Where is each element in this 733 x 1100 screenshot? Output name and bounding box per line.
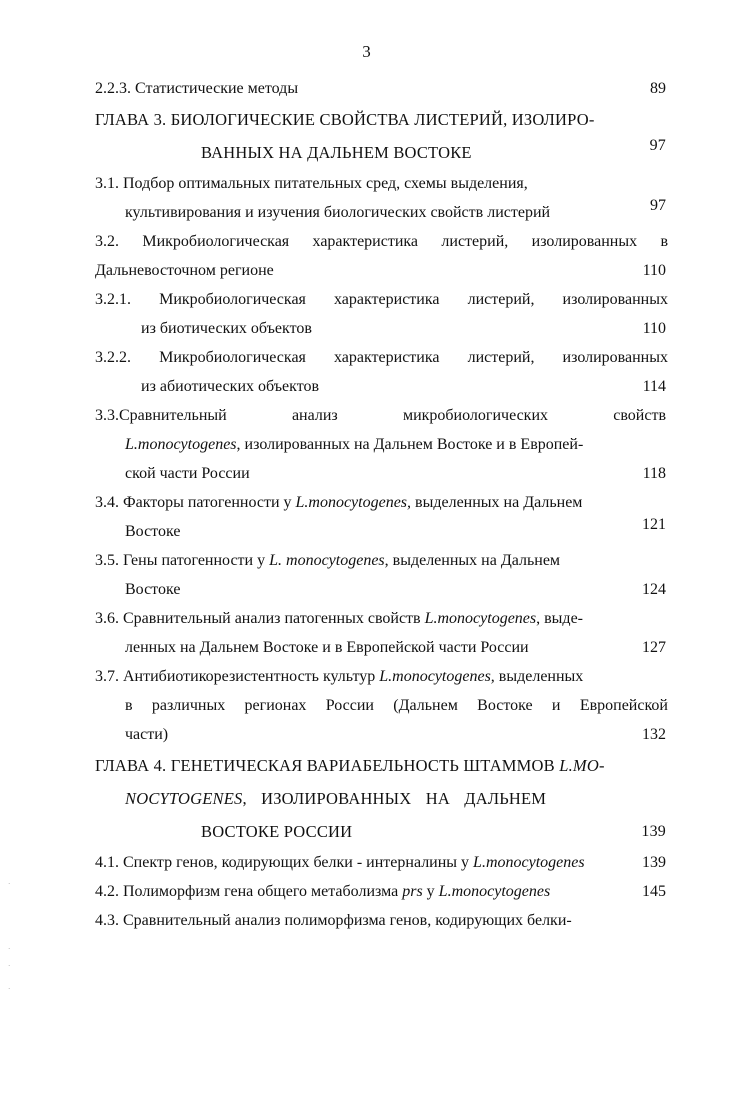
toc-entry-2-2-3 — [95, 74, 668, 103]
toc-entry-line: в различных регионах России (Дальнем Востоке и Европейской — [125, 697, 668, 714]
toc-entry-line: 3.3.Сравнительный анализ микробиологических свойств — [95, 407, 666, 424]
toc-entry-4-2: 4.2. Полиморфизм гена общего метаболизма prs у L.monocytogenes 145 — [95, 877, 668, 906]
toc-page-number: 110 — [642, 320, 666, 337]
scan-speck: · — [8, 945, 11, 953]
toc-entry-3-2-2 — [95, 343, 668, 401]
toc-entry-line: 3.2. Микробиологическая характеристика листерий, изолированных в — [95, 233, 668, 250]
scan-speck: · — [8, 985, 11, 993]
toc-entry-line: 3.1. Подбор оптимальных питательных сред, схемы выделения, — [95, 175, 528, 192]
gene-name: prs — [402, 883, 423, 900]
toc-entry-3-7 — [95, 662, 668, 749]
toc-entry-line: Востоке 124 — [125, 575, 668, 604]
toc-entry-line: 3.4. Факторы патогенности у L.monocytogenes, выделенных на Дальнем — [95, 494, 583, 511]
toc-entry-line: ленных на Дальнем Востоке и в Европейской части России 127 — [125, 633, 668, 662]
scan-speck: · — [8, 962, 11, 970]
toc-page-number: 89 — [650, 80, 666, 97]
scan-speck: · — [8, 880, 11, 888]
toc-entry-3-5 — [95, 546, 668, 604]
toc-entry-3-2 — [95, 227, 668, 285]
toc-entry-line: 3.2.1. Микробиологическая характеристика листерий, изолированных — [95, 291, 668, 308]
toc-page-number: 124 — [642, 581, 666, 598]
toc-page-number: 132 — [642, 726, 666, 743]
chapter-title-line: ВАННЫХ НА ДАЛЬНЕМ ВОСТОКЕ 97 — [201, 136, 668, 169]
toc-entry-line: части) 132 — [125, 720, 668, 749]
chapter-title-line: ГЛАВА 3. БИОЛОГИЧЕСКИЕ СВОЙСТВА ЛИСТЕРИЙ, ИЗОЛИРО- — [95, 110, 595, 129]
toc-page-number: 97 — [650, 197, 666, 214]
toc-entry-3-6 — [95, 604, 668, 662]
toc-entry-label: 2.2.3. Статистические методы — [95, 80, 299, 97]
toc-page-number: 139 — [641, 823, 666, 840]
species-name: L.monocytogenes — [438, 883, 551, 900]
toc-page-number: 110 — [642, 262, 666, 279]
chapter-title-line: ГЛАВА 4. ГЕНЕТИЧЕСКАЯ ВАРИАБЕЛЬНОСТЬ ШТАММОВ L.MO- — [95, 756, 605, 775]
toc-entry-3-2-1 — [95, 285, 668, 343]
toc-entry-line: культивирования и изучения биологических свойств листерий 97 — [125, 198, 668, 227]
species-name: L.monocytogenes — [424, 610, 537, 627]
species-name: L. monocytogenes — [269, 552, 385, 569]
toc-page-number: 114 — [642, 378, 666, 395]
toc-entry-3-3 — [95, 401, 668, 488]
toc-entry-line: 3.7. Антибиотикорезистентность культур L.monocytogenes, выделенных — [95, 668, 584, 685]
toc-entry-line: Востоке 121 — [125, 517, 668, 546]
toc-chapter-4 — [95, 749, 668, 848]
species-name: L.monocytogenes, — [379, 668, 495, 685]
toc-page-number: 139 — [642, 854, 666, 871]
toc-page-number: 97 — [649, 137, 666, 154]
toc-entry-line: из биотических объектов 110 — [141, 314, 668, 343]
toc-page-number: 121 — [642, 516, 666, 533]
species-name: L.monocytogenes, — [295, 494, 412, 511]
toc-entry-4-1: 4.1. Спектр генов, кодирующих белки - интерналины у L.monocytogenes 139 — [95, 848, 668, 877]
species-name: NOCYTOGENES — [125, 789, 243, 808]
species-name: L.monocytogenes — [125, 436, 237, 453]
toc-chapter-3 — [95, 103, 668, 169]
toc-entry-line: 3.6. Сравнительный анализ патогенных свойств L.monocytogenes, выде- — [95, 610, 583, 627]
table-of-contents — [95, 74, 668, 935]
toc-entry-line: 3.5. Гены патогенности у L. monocytogenes, выделенных на Дальнем — [95, 552, 561, 569]
page-number: 3 — [362, 42, 371, 61]
toc-entry-line: Дальневосточном регионе 110 — [95, 256, 668, 285]
species-name: L.monocytogenes — [473, 854, 585, 871]
chapter-title-line: ВОСТОКЕ РОССИИ 139 — [201, 815, 668, 848]
chapter-title-line: NOCYTOGENES, ИЗОЛИРОВАННЫХ НА ДАЛЬНЕМ — [125, 789, 547, 808]
toc-entry-3-4 — [95, 488, 668, 546]
toc-entry-line: из абиотических объектов 114 — [141, 372, 668, 401]
toc-entry-line: ской части России 118 — [125, 459, 668, 488]
toc-entry-line: 3.2.2. Микробиологическая характеристика листерий, изолированных — [95, 349, 668, 366]
toc-page-number: 127 — [642, 639, 666, 656]
toc-entry-3-1 — [95, 169, 668, 227]
species-name: L.MO- — [559, 756, 605, 775]
toc-page-number: 118 — [642, 465, 666, 482]
toc-page-number: 145 — [642, 883, 666, 900]
toc-entry-4-3: 4.3. Сравнительный анализ полиморфизма генов, кодирующих белки- — [95, 912, 572, 929]
toc-entry-line: L.monocytogenes, изолированных на Дальнем Востоке и в Европей- — [125, 436, 584, 453]
